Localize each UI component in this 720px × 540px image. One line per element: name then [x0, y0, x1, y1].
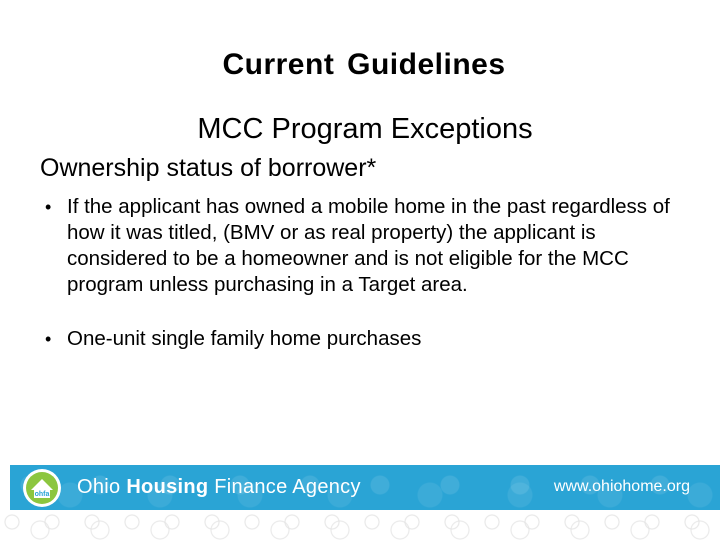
- bullet-text: If the applicant has owned a mobile home in the past regardless of how it was titled, (BMV or as real property) the applicant is considered to be a homeowner and is not eligible for the MCC program unless purchasing in a Target area.: [67, 195, 670, 296]
- agency-name-part1: Ohio: [77, 476, 127, 498]
- logo-text: ohfa: [34, 491, 50, 498]
- list-item: [45, 326, 685, 352]
- bullet-icon: •: [45, 197, 52, 217]
- agency-name-part2: Housing: [126, 476, 209, 498]
- bullet-list: [45, 194, 685, 380]
- bullet-icon: •: [45, 329, 52, 349]
- footer-pattern: [0, 510, 720, 540]
- agency-name: [77, 476, 361, 499]
- section-heading: Ownership status of borrower*: [40, 154, 377, 182]
- bullet-text: One-unit single family home purchases: [67, 327, 422, 350]
- website-link[interactable]: www.ohiohome.org: [553, 478, 690, 495]
- slide-subtitle: MCC Program Exceptions: [197, 113, 533, 145]
- house-logo-icon: [22, 468, 62, 508]
- list-item: [45, 194, 685, 298]
- slide-title: Current Guidelines: [222, 48, 506, 81]
- agency-name-part3: Finance Agency: [208, 476, 361, 498]
